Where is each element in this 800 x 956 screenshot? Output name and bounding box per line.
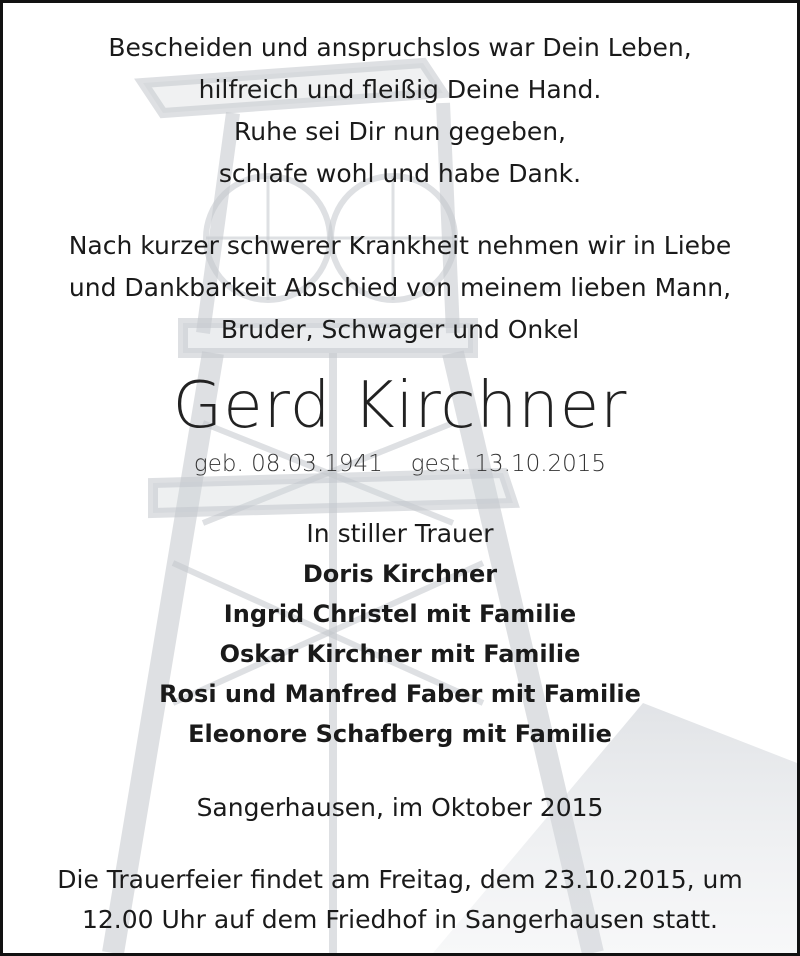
birth-date: geb. 08.03.1941 (193, 451, 383, 477)
intro-line: und Dankbarkeit Abschied von meinem lieben Mann, (68, 273, 732, 302)
intro-line: Bruder, Schwager und Onkel (220, 315, 580, 344)
verse-line: hilfreich und fleißig Deine Hand. (198, 75, 602, 104)
mourner-name: Doris Kirchner (302, 560, 498, 588)
mourner-name: Oskar Kirchner mit Familie (219, 640, 581, 668)
mourner-name: Ingrid Christel mit Familie (223, 600, 577, 628)
place-and-date: Sangerhausen, im Oktober 2015 (196, 793, 604, 822)
intro-line: Nach kurzer schwerer Krankheit nehmen wir in Liebe (68, 231, 732, 260)
verse-line: schlafe wohl und habe Dank. (218, 159, 582, 188)
life-dates (3, 451, 797, 477)
mourning-heading: In stiller Trauer (306, 519, 494, 548)
funeral-notice-line: Die Trauerfeier findet am Freitag, dem 23.10.2015, um (57, 865, 743, 894)
death-date: gest. 13.10.2015 (410, 451, 607, 477)
verse-line: Ruhe sei Dir nun gegeben, (233, 117, 566, 146)
notice-text (3, 3, 797, 953)
funeral-notice-line: 12.00 Uhr auf dem Friedhof in Sangerhausen statt. (81, 905, 719, 934)
verse-line: Bescheiden und anspruchslos war Dein Leben, (108, 33, 692, 62)
deceased-name: Gerd Kirchner (172, 369, 628, 443)
mourner-name: Rosi und Manfred Faber mit Familie (159, 680, 641, 708)
mourner-name: Eleonore Schafberg mit Familie (188, 720, 612, 748)
